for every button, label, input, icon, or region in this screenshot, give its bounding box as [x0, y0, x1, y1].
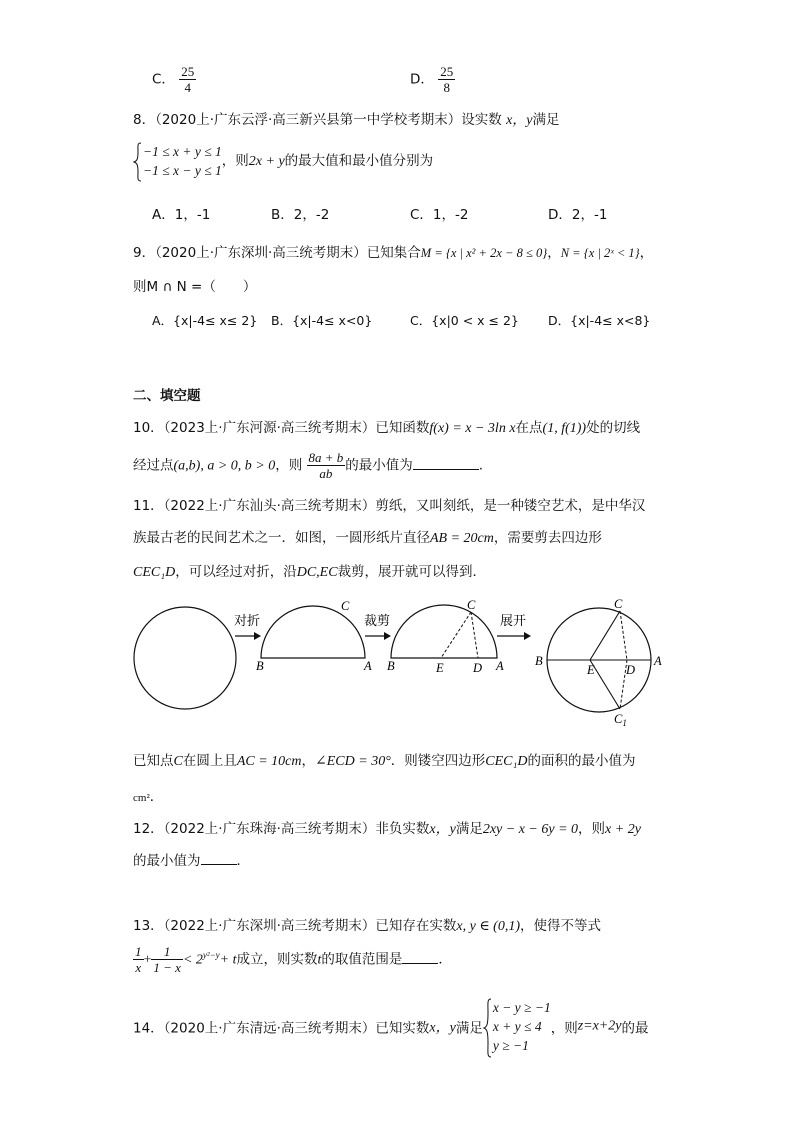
answer-blank[interactable]	[413, 455, 479, 470]
q8-stem: 8．（2020上·广东云浮·高三新兴县第一中学校考期末）设实数 x，y满足	[133, 112, 560, 128]
q9-option-b: B．{x|-4≤ x<0}	[271, 313, 373, 328]
label-b: B	[535, 654, 543, 668]
folded-semicircle	[261, 606, 365, 658]
label-d: D	[473, 661, 483, 675]
q8-option-c: C．1，-2	[410, 207, 469, 223]
q9-question: 则M ∩ N =（ ）	[133, 279, 257, 295]
arrow-right-icon	[497, 632, 531, 640]
full-circle-paper	[134, 607, 236, 709]
q13-line2: $\frac{1}{x}$ + $\frac{1}{1 - x}$ < $2^{y^2-y}+ t$成立，则实数t的取值范围是 ．	[135, 944, 452, 975]
label-c: C	[614, 598, 623, 611]
q11-stem: 11．（2022上·广东汕头·高三统考期末）剪纸，又叫刻纸，是一种镂空艺术，是中华汉	[133, 498, 646, 514]
q10-stem: 10．（2023上·广东河源·高三统考期末）已知函数f(x) = x − 3ln x在点(1, f(1))处的切线	[133, 420, 641, 436]
q8-option-b: B．2，-2	[271, 207, 330, 223]
q11-line5: cm²．	[133, 789, 164, 805]
q7-option-c: C． $\frac{25}{4}$	[152, 64, 195, 95]
q8-option-d: D．2，-1	[548, 207, 608, 223]
arrow-right-icon	[365, 632, 391, 640]
q7-option-d: D． $\frac{25}{8}$	[410, 64, 454, 95]
q14-inequality-system: x − y ≥ −1 x + y ≤ 4 y ≥ −1	[483, 998, 551, 1055]
label-b: B	[256, 659, 264, 673]
q9-stem: 9．（2020上·广东深圳·高三统考期末）已知集合M = {x | x² + 2x − 8 ≤ 0}，N = {x | 2ˣ < 1}，	[133, 245, 654, 261]
label-b: B	[387, 659, 395, 673]
q10-line2: 经过点(a,b), a > 0, b > 0，则 $\frac{8a + b}{ab}$ 的最小值为 .	[133, 450, 484, 481]
q9-option-d: D．{x|-4≤ x<8}	[548, 313, 651, 328]
unfolded-circle	[547, 608, 651, 712]
q13-fraction-2: $\frac{1}{1 - x}$	[153, 944, 181, 975]
label-a: A	[654, 654, 662, 668]
step-cut-label: 裁剪	[364, 614, 391, 629]
q12-stem: 12．（2022上·广东珠海·高三统考期末）非负实数x，y满足2xy − x − 6y = 0，则x + 2y	[133, 821, 641, 837]
label-a: A	[496, 659, 504, 673]
q12-line2: 的最小值为 ．	[133, 849, 250, 869]
q11-line2: 族最古老的民间艺术之一．如图，一圆形纸片直径AB = 20cm，需要剪去四边形	[133, 530, 602, 546]
step-unfold-label: 展开	[500, 614, 527, 629]
label-e: E	[587, 663, 595, 677]
q9-option-c: C．{x|0 < x ≤ 2}	[410, 313, 519, 328]
q10-fraction: $\frac{8a + b}{ab}$	[308, 450, 344, 481]
q14-stem: 14．（2020上·广东清远·高三统考期末）已知实数x，y满足 x − y ≥ −1 x + y ≤ 4 y ≥ −1 ，则z=x+2y的最	[133, 998, 648, 1055]
answer-blank[interactable]	[402, 949, 438, 964]
arrow-right-icon	[235, 632, 261, 640]
q8-system-line: −1 ≤ x + y ≤ 1 −1 ≤ x − y ≤ 1 ，则2x + y的最大值和最小值分别为	[133, 142, 433, 180]
left-brace-icon	[483, 998, 493, 1058]
q13-stem: 13．（2022上·广东深圳·高三统考期末）已知存在实数x, y ∈ (0,1)，使得不等式	[133, 918, 602, 934]
q9-option-a: A．{x|-4≤ x≤ 2}	[152, 313, 258, 328]
q8-inequality-system: −1 ≤ x + y ≤ 1 −1 ≤ x − y ≤ 1	[133, 142, 222, 180]
answer-blank[interactable]	[201, 850, 237, 865]
label-d: D	[626, 663, 636, 677]
q7-option-c-fraction: $\frac{25}{4}$	[181, 64, 195, 95]
label-c: C	[341, 599, 350, 613]
q7-option-d-fraction: $\frac{25}{8}$	[440, 64, 454, 95]
label-c1: $C_1$	[614, 712, 627, 728]
label-e: E	[436, 661, 444, 675]
section-title-fill-in: 二、填空题	[133, 388, 201, 404]
label-a: A	[364, 659, 372, 673]
q11-line3: CEC₁D，可以经过对折，沿DC,EC裁剪，展开就可以得到．	[133, 564, 487, 580]
q13-fraction-1: $\frac{1}{x}$	[135, 944, 142, 975]
q8-option-a: A．1，-1	[152, 207, 211, 223]
cut-semicircle	[391, 605, 497, 658]
step-fold-label: 对折	[234, 614, 261, 629]
label-c: C	[467, 598, 476, 612]
q11-line4: 已知点C在圆上且AC = 10cm，∠ECD = 30°．则镂空四边形CEC₁D的面积的最小值为	[133, 753, 636, 769]
left-brace-icon	[133, 142, 143, 182]
q11-paper-cutting-figure	[130, 598, 670, 728]
